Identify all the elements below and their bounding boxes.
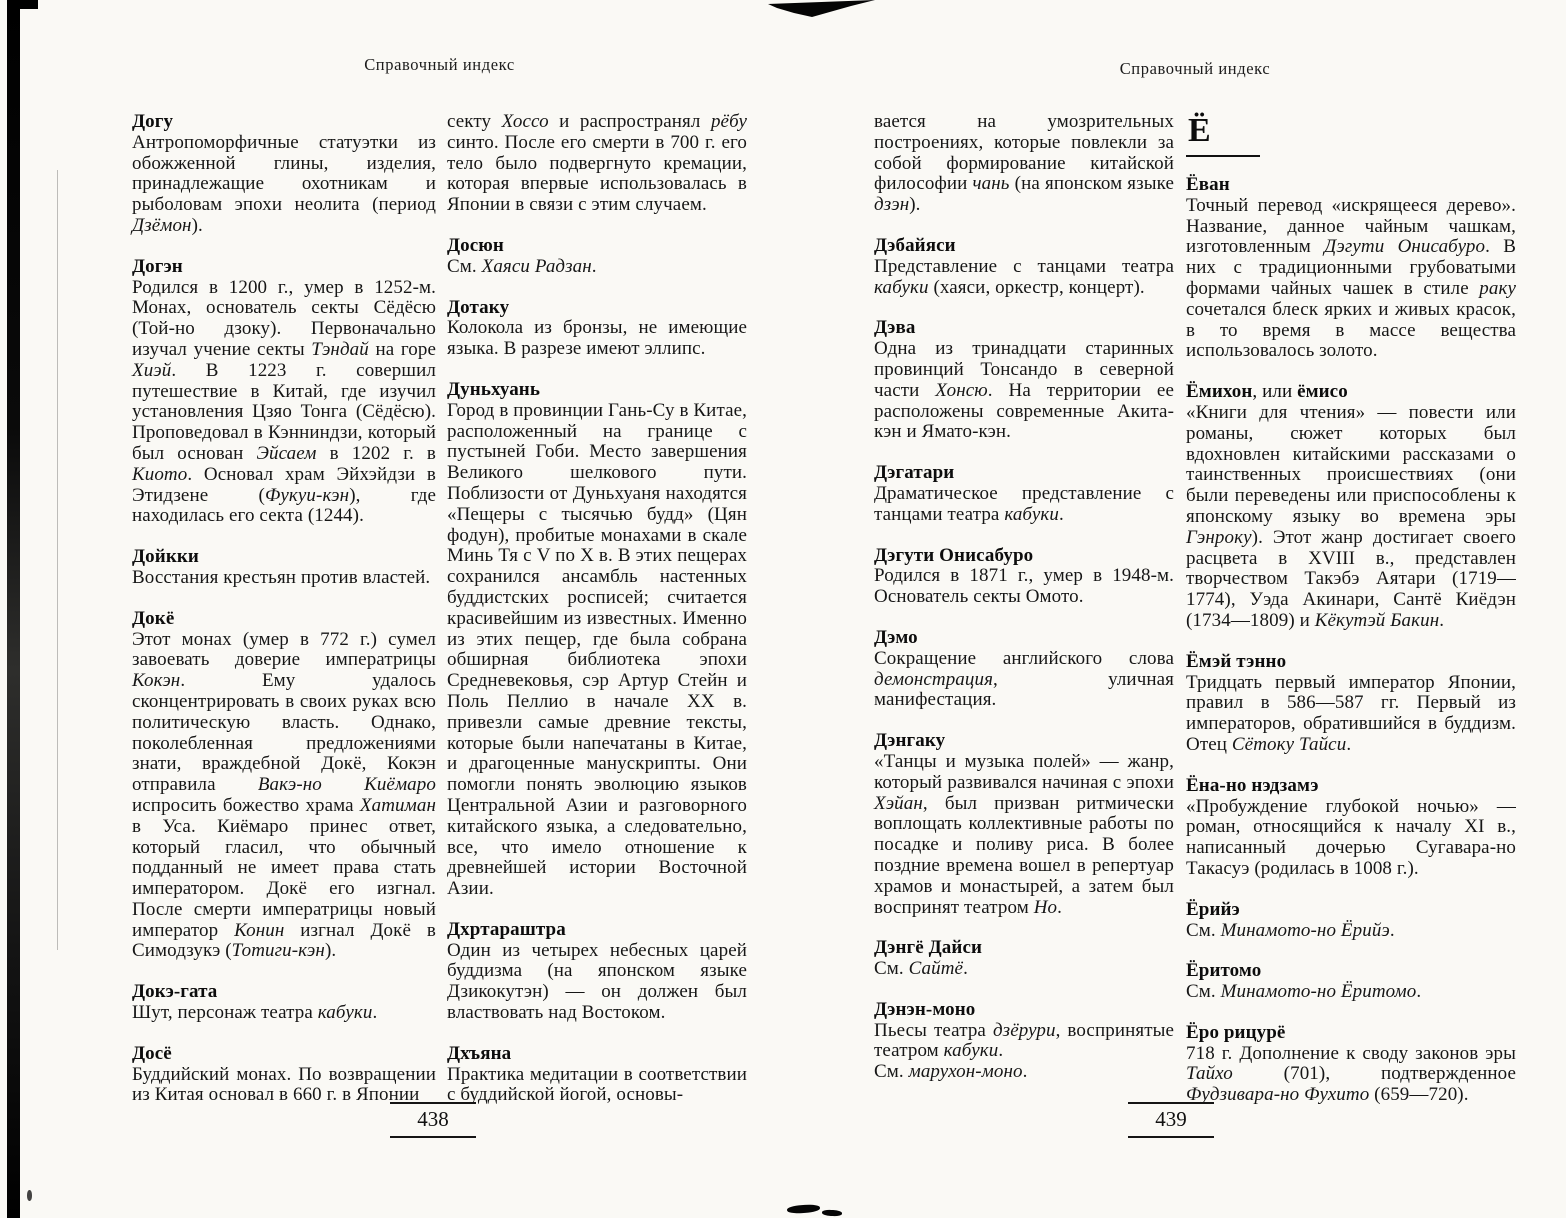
- entry-term: Дотаку: [447, 296, 510, 318]
- index-entry: [132, 112, 436, 237]
- index-entry: [1186, 112, 1516, 157]
- entry-body: Практика медитации в соответствии с буддийской йогой, основы-: [447, 1063, 747, 1106]
- index-entry: [874, 628, 1174, 711]
- entry-term: Ёмэй тэнно: [1186, 650, 1287, 672]
- index-entry: [874, 463, 1174, 525]
- entry-body: Драматическое представление с танцами театра кабуки.: [874, 482, 1174, 525]
- entry-term: Досюн: [447, 234, 504, 256]
- entry-body: Один из четырех небесных царей буддизма (на японском языке Дзикокутэн) — он должен был властвовать над Востоком.: [447, 939, 747, 1024]
- index-entry: [1186, 900, 1516, 942]
- entry-body: «Пробуждение глубокой ночью» — роман, относящийся к началу XI в., написанный дочерью Сугавара-но Такасуэ (родилась в 1008 г.).: [1186, 795, 1516, 879]
- index-entry: [1186, 1023, 1516, 1106]
- index-entry: [874, 112, 1174, 216]
- entry-body: Родился в 1200 г., умер в 1252-м. Монах, основатель секты Сёдёсю (Той-но дзоку). Первоначально изучал учение секты Тэндай на горе Хиэй. В 1223 г. совершил путешествие в Китай, где изучил установления Цзяо Тонга (Сёдёсю). Проповедовал в Кэнниндзи, который был основан Эйсаем в 1202 г. в Киото. Основал храм Эйхэйдзи в Этидзене (Фукуи-кэн), где находилась его секта (1244).: [132, 276, 437, 527]
- entry-body: См. Сайтё.: [874, 958, 968, 980]
- index-entry: [874, 236, 1174, 298]
- index-entry: [874, 938, 1174, 980]
- index-entry: [447, 112, 747, 216]
- entry-body: Город в провинции Гань-Су в Китае, расположенный на границе с пустыней Гоби. Место завершения Великого шелкового пути. Поблизости от Дуньхуаня находятся «Пещеры с тысячью будд» (Цян фодун), пробитые монахами в скале Минь Тя с V по X в. В этих пещерах сохранился ансамбль настенных буддистских росписей; считается красивейшим из известных. Именно из этих пещер, где была собрана обширная библиотека эпохи Средневековья, сэр Артур Стейн и Поль Пеллио в начале XX в. привезли самые древние тексты, которые были напечатаны в Китае, и драгоценные манускрипты. Они помогли понять эволюцию языков Центральной Азии и разговорного китайского языка, а следовательно, все, что имело отношение к древнейшей истории Восточной Азии.: [447, 399, 747, 900]
- entry-term: Дэбайяси: [874, 234, 956, 256]
- entry-term: Дэнгё Дайси: [874, 937, 983, 959]
- entry-term: Дэгатари: [874, 462, 955, 484]
- entry-term: Ёрийэ: [1186, 898, 1240, 920]
- index-column: [874, 112, 1174, 1103]
- entry-body: «Танцы и музыка полей» — жанр, который развивался начиная с эпохи Хэйан, был призван ритмически воплощать коллективные работы по посадке и поливу риса. В более поздние времена вошел в репертуар храмов и монастырей, а затем был воспринят театром Но.: [874, 750, 1174, 918]
- entry-body: См. Минамото-но Ёрийэ.: [1186, 919, 1395, 941]
- index-entry: [874, 318, 1174, 443]
- index-entry: [1186, 776, 1516, 880]
- entry-body: «Книги для чтения» — повести или романы, сюжет которых был вдохновлен китайскими рассказами о таинственных происшествиях (они были переведены или приспособлены к японскому языку во времена эры Гэнроку). Этот жанр достигает своего расцвета в XVIII в., представлен творчеством Такэбэ Аятари (1719—1774), Уэда Акинари, Сантё Киёдэн (1734—1809) и Кёкутэй Бакин.: [1186, 401, 1516, 631]
- running-header: Справочный индекс: [1119, 59, 1271, 78]
- running-header: Справочный индекс: [364, 55, 515, 74]
- entry-body: Шут, персонаж театра кабуки.: [132, 1002, 378, 1024]
- entry-term: Ёна-но нэдзамэ: [1186, 774, 1319, 796]
- entry-term: Докё: [132, 607, 175, 629]
- section-letter: Ё: [1186, 112, 1260, 157]
- entry-body: Этот монах (умер в 772 г.) сумел завоевать доверие императрицы Кокэн. Ему удалось сконцентрировать в своих руках всю политическую власть. Однако, поколебленная предложениями знати, враждебной Докё, Кокэн отправила Вакэ-но Киёмаро испросить божество храма Хатиман в Уса. Киёмаро принес ответ, который гласил, что обычный подданный не имеет права стать императором. Докё его изгнал. После смерти императрицы новый император Конин изгнал Докё в Симодзукэ (Тотиги-кэн).: [132, 628, 436, 962]
- entry-body: Точный перевод «искрящееся дерево». Название, данное чайным чашкам, изготовленным Дэгути Онисабуро. В них с традиционными грубоватыми формами чайных чашек в стиле раку сочетался блеск ярких и живых красок, в то время в массе вещества использовалось золото.: [1186, 194, 1516, 362]
- index-entry: [1186, 175, 1516, 362]
- entry-term: Дэгути Онисабуро: [874, 544, 1034, 566]
- entry-term: Дэнгаку: [874, 730, 946, 752]
- index-entry: [1186, 961, 1516, 1003]
- entry-term: Дхртараштра: [447, 918, 566, 940]
- entry-term: Дэва: [874, 317, 916, 339]
- scan-artifact-edge-strip: [7, 0, 20, 1218]
- page-number: 439: [1128, 1102, 1214, 1138]
- page-number: 438: [390, 1102, 476, 1138]
- index-column: [1186, 112, 1516, 1126]
- entry-body: Родился в 1871 г., умер в 1948-м. Основатель секты Омото.: [874, 565, 1174, 608]
- index-entry: [132, 1044, 436, 1106]
- entry-term: Дойкки: [132, 546, 199, 568]
- entry-term: Докэ-гата: [132, 981, 218, 1003]
- entry-term: Дэмо: [874, 626, 918, 648]
- entry-body: 718 г. Дополнение к своду законов эры Тайхо (701), подтвержденное Фудзивара-но Фухито (659—720).: [1186, 1042, 1516, 1106]
- entry-term: Ёмихон, или ёмисо: [1186, 381, 1348, 403]
- entry-term: Ёро рицурё: [1186, 1021, 1286, 1043]
- scan-artifact-smudge: [822, 1209, 842, 1216]
- entry-body: Колокола из бронзы, не имеющие языка. В разрезе имеют эллипс.: [447, 317, 747, 360]
- scan-artifact-smudge: [787, 1204, 820, 1214]
- index-entry: [447, 298, 747, 360]
- entry-body: См. Хаяси Радзан.: [447, 255, 597, 277]
- entry-term: Дуньхуань: [447, 378, 540, 400]
- entry-body: секту Хоссо и распространял рёбу синто. После его смерти в 700 г. его тело было подвергнуто кремации, которая впервые использовалась в Японии в связи с этим случаем.: [447, 111, 748, 216]
- index-entry: [447, 236, 747, 278]
- index-entry: [132, 547, 436, 589]
- entry-body: Тридцать первый император Японии, правил в 586—587 гг. Первый из императоров, обратившийся в буддизм. Отец Сётоку Тайси.: [1186, 671, 1516, 755]
- entry-body: Буддийский монах. По возвращении из Китая основал в 660 г. в Японии: [132, 1063, 436, 1106]
- entry-body: См. Минамото-но Ёритомо.: [1186, 981, 1422, 1003]
- entry-term: Ёритомо: [1186, 960, 1262, 982]
- index-entry: [1186, 652, 1516, 756]
- index-column: [132, 112, 436, 1126]
- index-entry: [132, 982, 436, 1024]
- index-entry: [1186, 382, 1516, 632]
- entry-term: Догу: [132, 111, 174, 132]
- scan-artifact-swoosh: [0, 0, 1566, 40]
- scan-artifact-hairline: [57, 170, 58, 950]
- index-entry: [447, 1044, 747, 1106]
- index-entry: [132, 609, 436, 963]
- entry-body: Антропоморфичные статуэтки из обожженной глины, изделия, принадлежащие охотникам и рыболовам эпохи неолита (период Дзёмон).: [132, 131, 436, 236]
- scan-artifact-smudge: [27, 1190, 32, 1201]
- entry-body: Представление с танцами театра кабуки (хаяси, оркестр, концерт).: [874, 255, 1174, 298]
- entry-term: Догэн: [132, 255, 183, 277]
- entry-term: Дхъяна: [447, 1042, 512, 1064]
- entry-term: Дэнэн-моно: [874, 998, 976, 1020]
- index-entry: [132, 257, 436, 527]
- index-entry: [874, 1000, 1174, 1083]
- index-entry: [874, 731, 1174, 918]
- index-entry: [447, 380, 747, 900]
- entry-body: Сокращение английского слова демонстрация, уличная манифестация.: [874, 647, 1174, 711]
- entry-term: Досё: [132, 1042, 172, 1064]
- entry-body: Одна из тринадцати старинных провинций Тонсандо в северной части Хонсю. На территории ее расположены современные Акита-кэн и Ямато-кэн.: [874, 338, 1174, 443]
- index-column: [447, 112, 747, 1126]
- entry-body: Пьесы театра дзёрури, воспринятые театром кабуки. См. марухон-моно.: [874, 1019, 1175, 1083]
- entry-body: Восстания крестьян против властей.: [132, 566, 431, 588]
- index-entry: [874, 546, 1174, 608]
- entry-body: вается на умозрительных построениях, которые повлекли за собой формирование китайской философии чань (на японском языке дзэн).: [874, 111, 1175, 216]
- index-entry: [447, 920, 747, 1024]
- entry-term: Ёван: [1186, 174, 1230, 195]
